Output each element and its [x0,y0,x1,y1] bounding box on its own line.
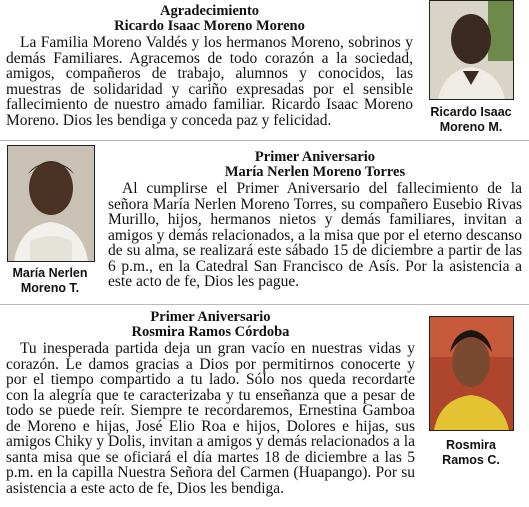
notice-text: Al cumplirse el Primer Aniversario del fallecimiento de la señora María Nerlen Moreno Torres, su compañero Eusebio Rivas Murillo, hijos, hermanos nietos y demás familiares, invitan a amigos y demás relacionados, a la misa que por el eterno descanso de su alma, se realizará este sábado 15 de diciembre a partir de las 6 p.m., en la Catedral San Francisco de Asís. Por la asistencia a este acto de fe, Dios les pague. [108,180,522,290]
caption-line: María Nerlen [12,266,88,280]
caption-line: Ramos C. [442,453,500,467]
notice-deceased-name: Ricardo Isaac Moreno Moreno [114,18,305,34]
notice-heading: Agradecimiento [159,3,260,19]
caption-line: Moreno M. [439,120,503,134]
divider [0,304,529,305]
notice-maria [108,150,522,290]
notice-heading: Primer Aniversario [254,149,376,165]
divider [0,140,529,141]
notice-heading: Primer Aniversario [150,309,271,325]
portrait-photo-maria [7,145,95,262]
photo-caption-rosmira [419,438,523,468]
photo-caption-ricardo [419,105,523,135]
notice-rosmira [6,310,415,496]
notice-text: La Familia Moreno Valdés y los hermanos Moreno, sobrinos y demás Familiares. Agracemos de todo corazón a la sociedad, amigos, compañeros de trabajo, alumnos y conocidos, las muestras de solidaridad y cariño expresadas por el sensible fallecimiento de nuestro amado familiar. Ricardo Isaac Moreno Moreno. Dios les bendiga y conceda paz y felicidad. [6,34,413,129]
caption-line: Moreno T. [20,281,80,295]
notice-ricardo [6,4,413,128]
notice-text: Tu inesperada partida deja un gran vacío en nuestras vidas y corazón. Le damos gracias a Dios por permitirnos conocerte y por el tiempo compartido a tu lado. Sólo nos queda recordarte con la alegría que te caracterizaba y tu enseñanza que a pesar de todo se puede reír. Siempre te recordaremos, Ernestina Gamboa de Moreno e hijas, José Elio Roa e hijos, Dolores e hijas, sus amigos Chiky y Dolis, invitan a amigos y demás relacionados a la santa misa que se oficiará el día martes 18 de diciembre a las 5 p.m. en la capilla Nuestra Señora del Carmen (Huapango). Por su asistencia a este acto de fe, Dios les bendiga. [6,340,415,497]
photo-caption-maria [0,266,100,296]
portrait-photo-rosmira [429,316,514,431]
caption-line: Ricardo Isaac [430,105,512,119]
caption-line: Rosmira [445,438,497,452]
portrait-photo-ricardo [429,0,514,100]
notice-deceased-name: María Nerlen Moreno Torres [224,164,406,180]
notice-deceased-name: Rosmira Ramos Córdoba [131,324,290,340]
